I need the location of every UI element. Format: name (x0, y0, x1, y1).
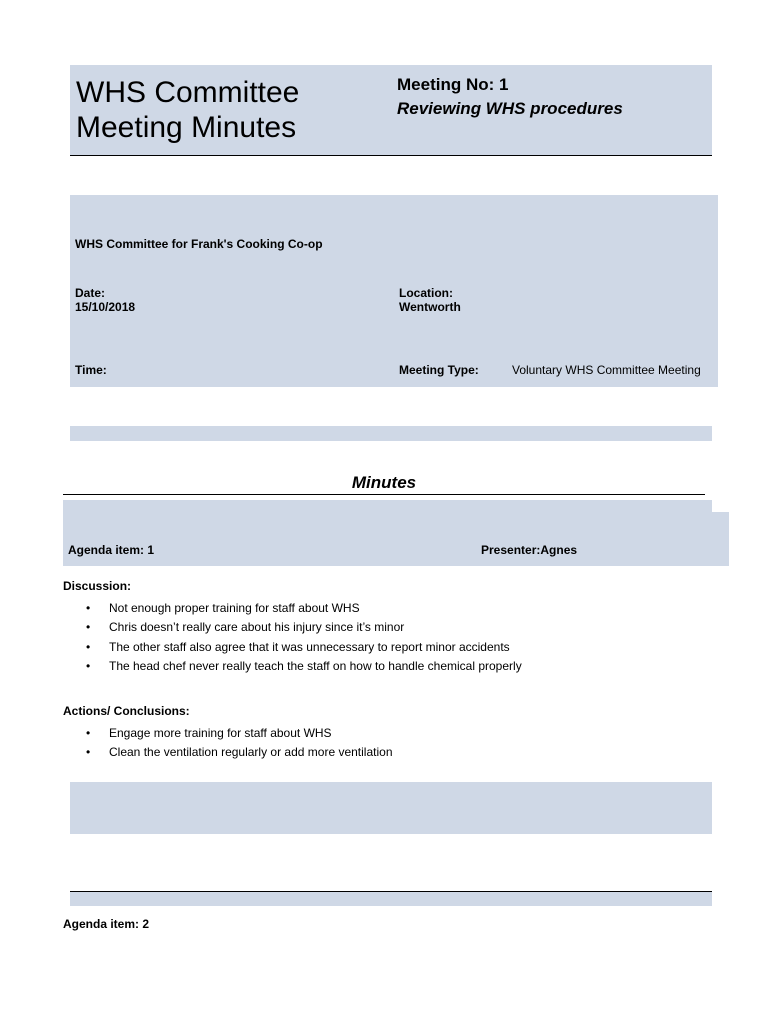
discussion-list (63, 599, 703, 676)
time-label: Time: (75, 363, 107, 377)
meeting-type-label: Meeting Type: (399, 363, 479, 377)
header-block (70, 65, 712, 156)
meeting-subtitle: Reviewing WHS procedures (397, 99, 623, 118)
date-value: 15/10/2018 (75, 300, 136, 314)
discussion-label: Discussion: (63, 579, 132, 593)
meeting-number: Meeting No: 1 (397, 75, 509, 94)
agenda-item-label: Agenda item: 1 (68, 543, 155, 557)
document-title: WHS Committee Meeting Minutes (76, 76, 300, 144)
actions-list (63, 724, 703, 763)
presenter-label: Presenter:Agnes (481, 543, 578, 557)
list-item: • The other staff also agree that it was unnecessary to report minor accidents (63, 638, 703, 657)
spacer-band (70, 891, 712, 906)
agenda-item-2-label: Agenda item: 2 (63, 917, 150, 931)
spacer-band (70, 426, 712, 441)
location-value: Wentworth (399, 300, 461, 314)
list-item: • Engage more training for staff about WHS (63, 724, 703, 743)
actions-label: Actions/ Conclusions: (63, 704, 190, 718)
meeting-info-block (70, 195, 718, 387)
minutes-heading: Minutes (351, 473, 417, 492)
list-item: • Clean the ventilation regularly or add more ventilation (63, 743, 703, 762)
list-item: • Chris doesn’t really care about his injury since it’s minor (63, 618, 703, 637)
spacer-band (70, 782, 712, 834)
committee-name: WHS Committee for Frank's Cooking Co-op (75, 237, 323, 251)
agenda-item-band-tail (712, 512, 729, 566)
meeting-type-value: Voluntary WHS Committee Meeting (512, 363, 701, 377)
divider (63, 494, 705, 495)
date-label: Date: (75, 286, 106, 300)
location-label: Location: (399, 286, 453, 300)
list-item: • Not enough proper training for staff about WHS (63, 599, 703, 618)
agenda-item-band (63, 500, 712, 566)
list-item: • The head chef never really teach the staff on how to handle chemical properly (63, 657, 703, 676)
